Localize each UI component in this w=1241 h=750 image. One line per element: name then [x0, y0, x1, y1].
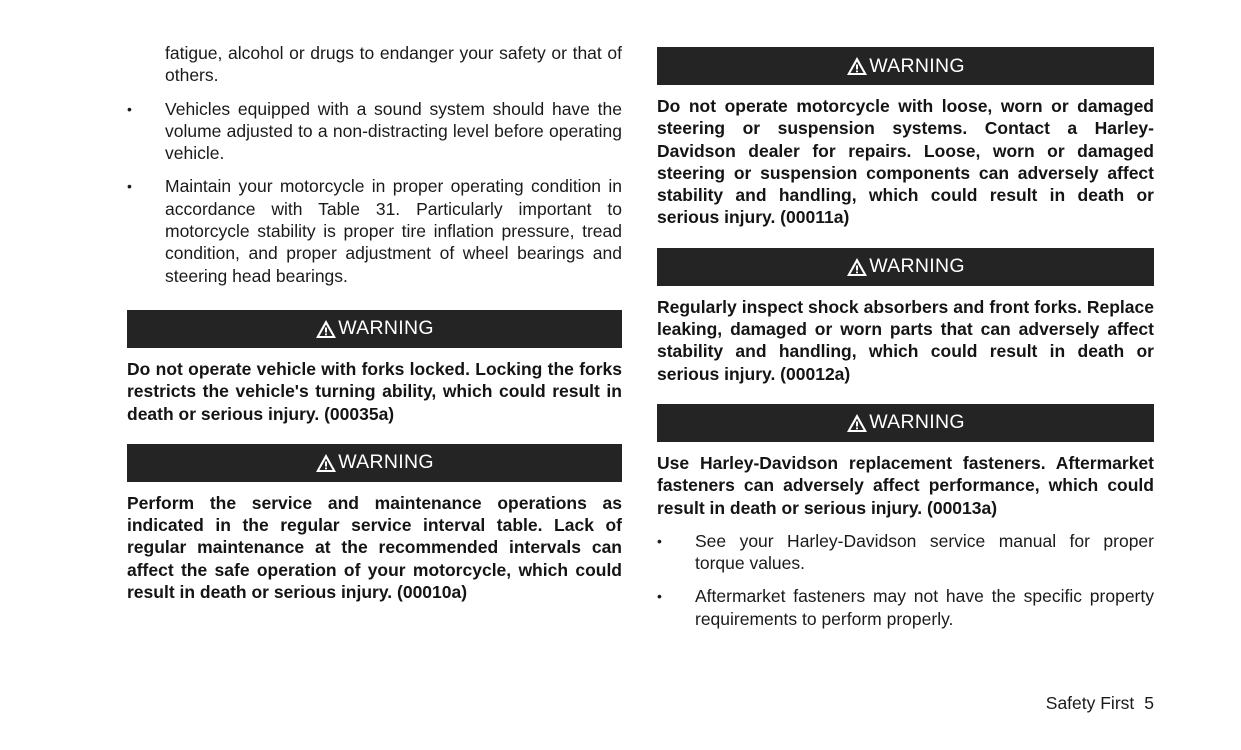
list-item-text: See your Harley-Davidson service manual for proper torque values. — [695, 530, 1154, 574]
list-item-text: Vehicles equipped with a sound system should have the volume adjusted to a non-distracting level before operating vehicle. — [165, 98, 622, 164]
right-column — [657, 47, 1154, 630]
warning-label: WARNING — [338, 451, 434, 474]
bullet-dot-icon: • — [657, 532, 662, 549]
bullet-dot-icon: • — [127, 178, 132, 195]
warning-banner — [657, 47, 1154, 85]
warning-triangle-icon — [846, 257, 868, 277]
bullet-dot-icon: • — [657, 588, 662, 605]
page-footer — [1000, 692, 1154, 714]
warning-text: Do not operate motorcycle with loose, worn or damaged steering or suspension systems. Contact a Harley-Davidson dealer for repairs. Loose, worn or damaged steering or suspension components can adversely affect stability and handling, which could result in death or serious injury. (00011a) — [657, 96, 1154, 228]
right-bullet-list — [657, 530, 1154, 630]
warning-text: Perform the service and maintenance operations as indicated in the regular service interval table. Lack of regular maintenance at the recommended intervals can affect the safe operation of your motorcycle, which could result in death or serious injury. (00010a) — [127, 492, 622, 603]
warning-triangle-icon — [315, 453, 337, 473]
list-item — [657, 585, 1154, 630]
warning-text: Regularly inspect shock absorbers and front forks. Replace leaking, damaged or worn parts that can adversely affect stability and handling, which could result in death or serious injury. (00012a) — [657, 296, 1154, 384]
warning-label: WARNING — [869, 54, 965, 77]
list-item-text: Maintain your motorcycle in proper operating condition in accordance with Table 31. Particularly important to motorcycle stability is proper tire inflation pressure, tread condition, and proper adjustment of wheel bearings and steering head bearings. — [165, 176, 622, 286]
warning-text: Do not operate vehicle with forks locked. Locking the forks restricts the vehicle's turning ability, which could result in death or serious injury. (00035a) — [127, 358, 622, 424]
list-item — [127, 98, 622, 165]
list-item — [127, 175, 622, 286]
footer-section-title: Safety First — [1045, 693, 1135, 713]
left-column — [127, 42, 622, 603]
warning-text: Use Harley-Davidson replacement fasteners. Aftermarket fasteners can adversely affect performance, which could result in death or serious injury. (00013a) — [657, 452, 1154, 518]
warning-banner — [127, 310, 622, 348]
bullet-dot-icon: • — [127, 100, 132, 117]
warning-label: WARNING — [338, 317, 434, 340]
warning-triangle-icon — [315, 319, 337, 339]
warning-banner — [127, 444, 622, 482]
warning-banner — [657, 404, 1154, 442]
warning-triangle-icon — [846, 413, 868, 433]
warning-banner — [657, 248, 1154, 286]
continued-paragraph: fatigue, alcohol or drugs to endanger your safety or that of others. — [165, 43, 622, 86]
warning-label: WARNING — [869, 411, 965, 434]
warning-triangle-icon — [846, 56, 868, 76]
page-number: 5 — [1144, 693, 1154, 713]
left-bullet-list — [127, 98, 622, 287]
list-item — [657, 530, 1154, 575]
list-item-text: Aftermarket fasteners may not have the specific property requirements to perform properly. — [695, 586, 1154, 629]
warning-label: WARNING — [869, 255, 965, 278]
